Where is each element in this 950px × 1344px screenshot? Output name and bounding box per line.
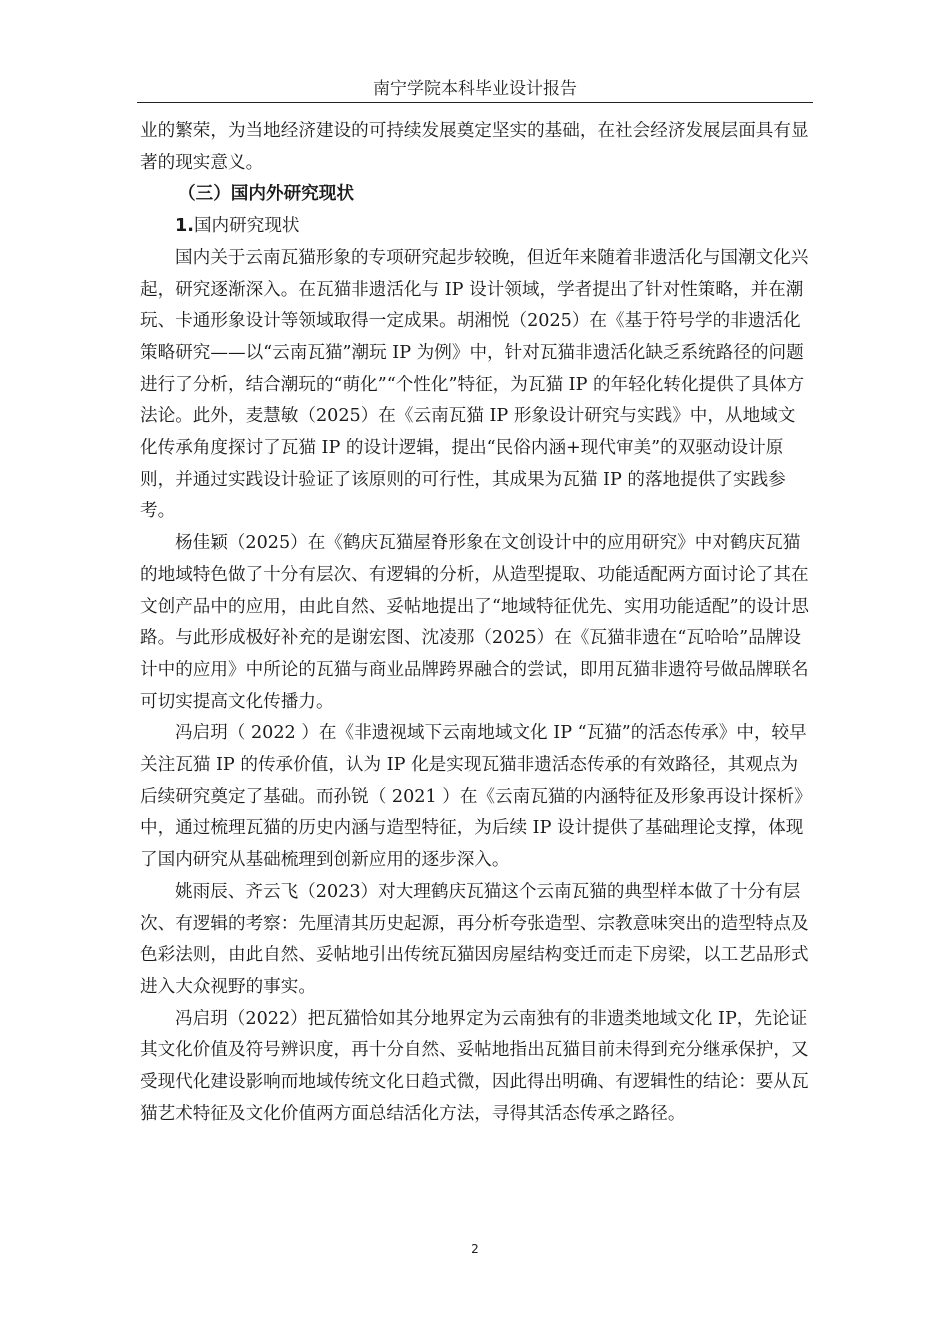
- body-paragraph: 冯启玥（ 2022 ）在《非遗视域下云南地域文化 IP “瓦猫”的活态传承》中，较早关注瓦猫 IP 的传承价值，认为 IP 化是实现瓦猫非遗活态传承的有效路径，其观点为后续研究奠定了基础。而孙锐（ 2021 ）在《云南瓦猫的内涵特征及形象再设计探析》中，通过梳理瓦猫的历史内涵与造型特征，为后续 IP 设计提供了基础理论支撑，体现了国内研究从基础梳理到创新应用的逐步深入。: [140, 723, 812, 871]
- subsection-title: 国内研究现状: [193, 216, 300, 237]
- body-paragraph: 杨佳颖（2025）在《鹤庆瓦猫屋脊形象在文创设计中的应用研究》中对鹤庆瓦猫的地域特色做了十分有层次、有逻辑的分析，从造型提取、功能适配两方面讨论了其在文创产品中的应用，由此自然、妥帖地提出了“地域特征优先、实用功能适配”的设计思路。与此形成极好补充的是谢宏图、沈凌那（2025）在《瓦猫非遗在“瓦哈哈”品牌设计中的应用》中所论的瓦猫与商业品牌跨界融合的尝试，即用瓦猫非遗符号做品牌联名可切实提高文化传播力。: [140, 533, 809, 712]
- page-number: 2: [471, 1242, 479, 1256]
- body-paragraph: 国内关于云南瓦猫形象的专项研究起步较晚，但近年来随着非遗活化与国潮文化兴起，研究逐渐深入。在瓦猫非遗活化与 IP 设计领域，学者提出了针对性策略，并在潮玩、卡通形象设计等领域取得一定成果。胡湘悦（2025）在《基于符号学的非遗活化策略研究——以“云南瓦猫”潮玩 IP 为例》中，针对瓦猫非遗活化缺乏系统路径的问题进行了分析，结合潮玩的“萌化”“个性化”特征，为瓦猫 IP 的年轻化转化提供了具体方法论。此外，麦慧敏（2025）在《云南瓦猫 IP 形象设计研究与实践》中，从地域文化传承角度探讨了瓦猫 IP 的设计逻辑，提出“民俗内涵+现代审美”的双驱动设计原则，并通过实践设计验证了该原则的可行性，其成果为瓦猫 IP 的落地提供了实践参考。: [140, 247, 809, 522]
- document-body: [140, 116, 812, 1131]
- body-paragraph: 冯启玥（2022）把瓦猫恰如其分地界定为云南独有的非遗类地域文化 IP，先论证其文化价值及符号辨识度，再十分自然、妥帖地指出瓦猫目前未得到充分继承保护，又受现代化建设影响而地域传统文化日趋式微，因此得出明确、有逻辑性的结论：要从瓦猫艺术特征及文化价值两方面总结活化方法，寻得其活态传承之路径。: [140, 1008, 809, 1124]
- subsection-heading: [140, 211, 812, 243]
- body-paragraph: 姚雨辰、齐云飞（2023）对大理鹤庆瓦猫这个云南瓦猫的典型样本做了十分有层次、有逻辑的考察：先厘清其历史起源，再分析夸张造型、宗教意味突出的造型特点及色彩法则，由此自然、妥帖地引出传统瓦猫因房屋结构变迁而走下房梁，以工艺品形式进入大众视野的事实。: [140, 881, 809, 997]
- continuation-paragraph: 业的繁荣，为当地经济建设的可持续发展奠定坚实的基础，在社会经济发展层面具有显著的现实意义。: [140, 121, 809, 173]
- header-divider: [137, 102, 813, 103]
- section-heading: （三）国内外研究现状: [178, 184, 354, 205]
- subsection-number: 1.: [175, 216, 194, 237]
- page-header: 南宁学院本科毕业设计报告: [373, 79, 577, 99]
